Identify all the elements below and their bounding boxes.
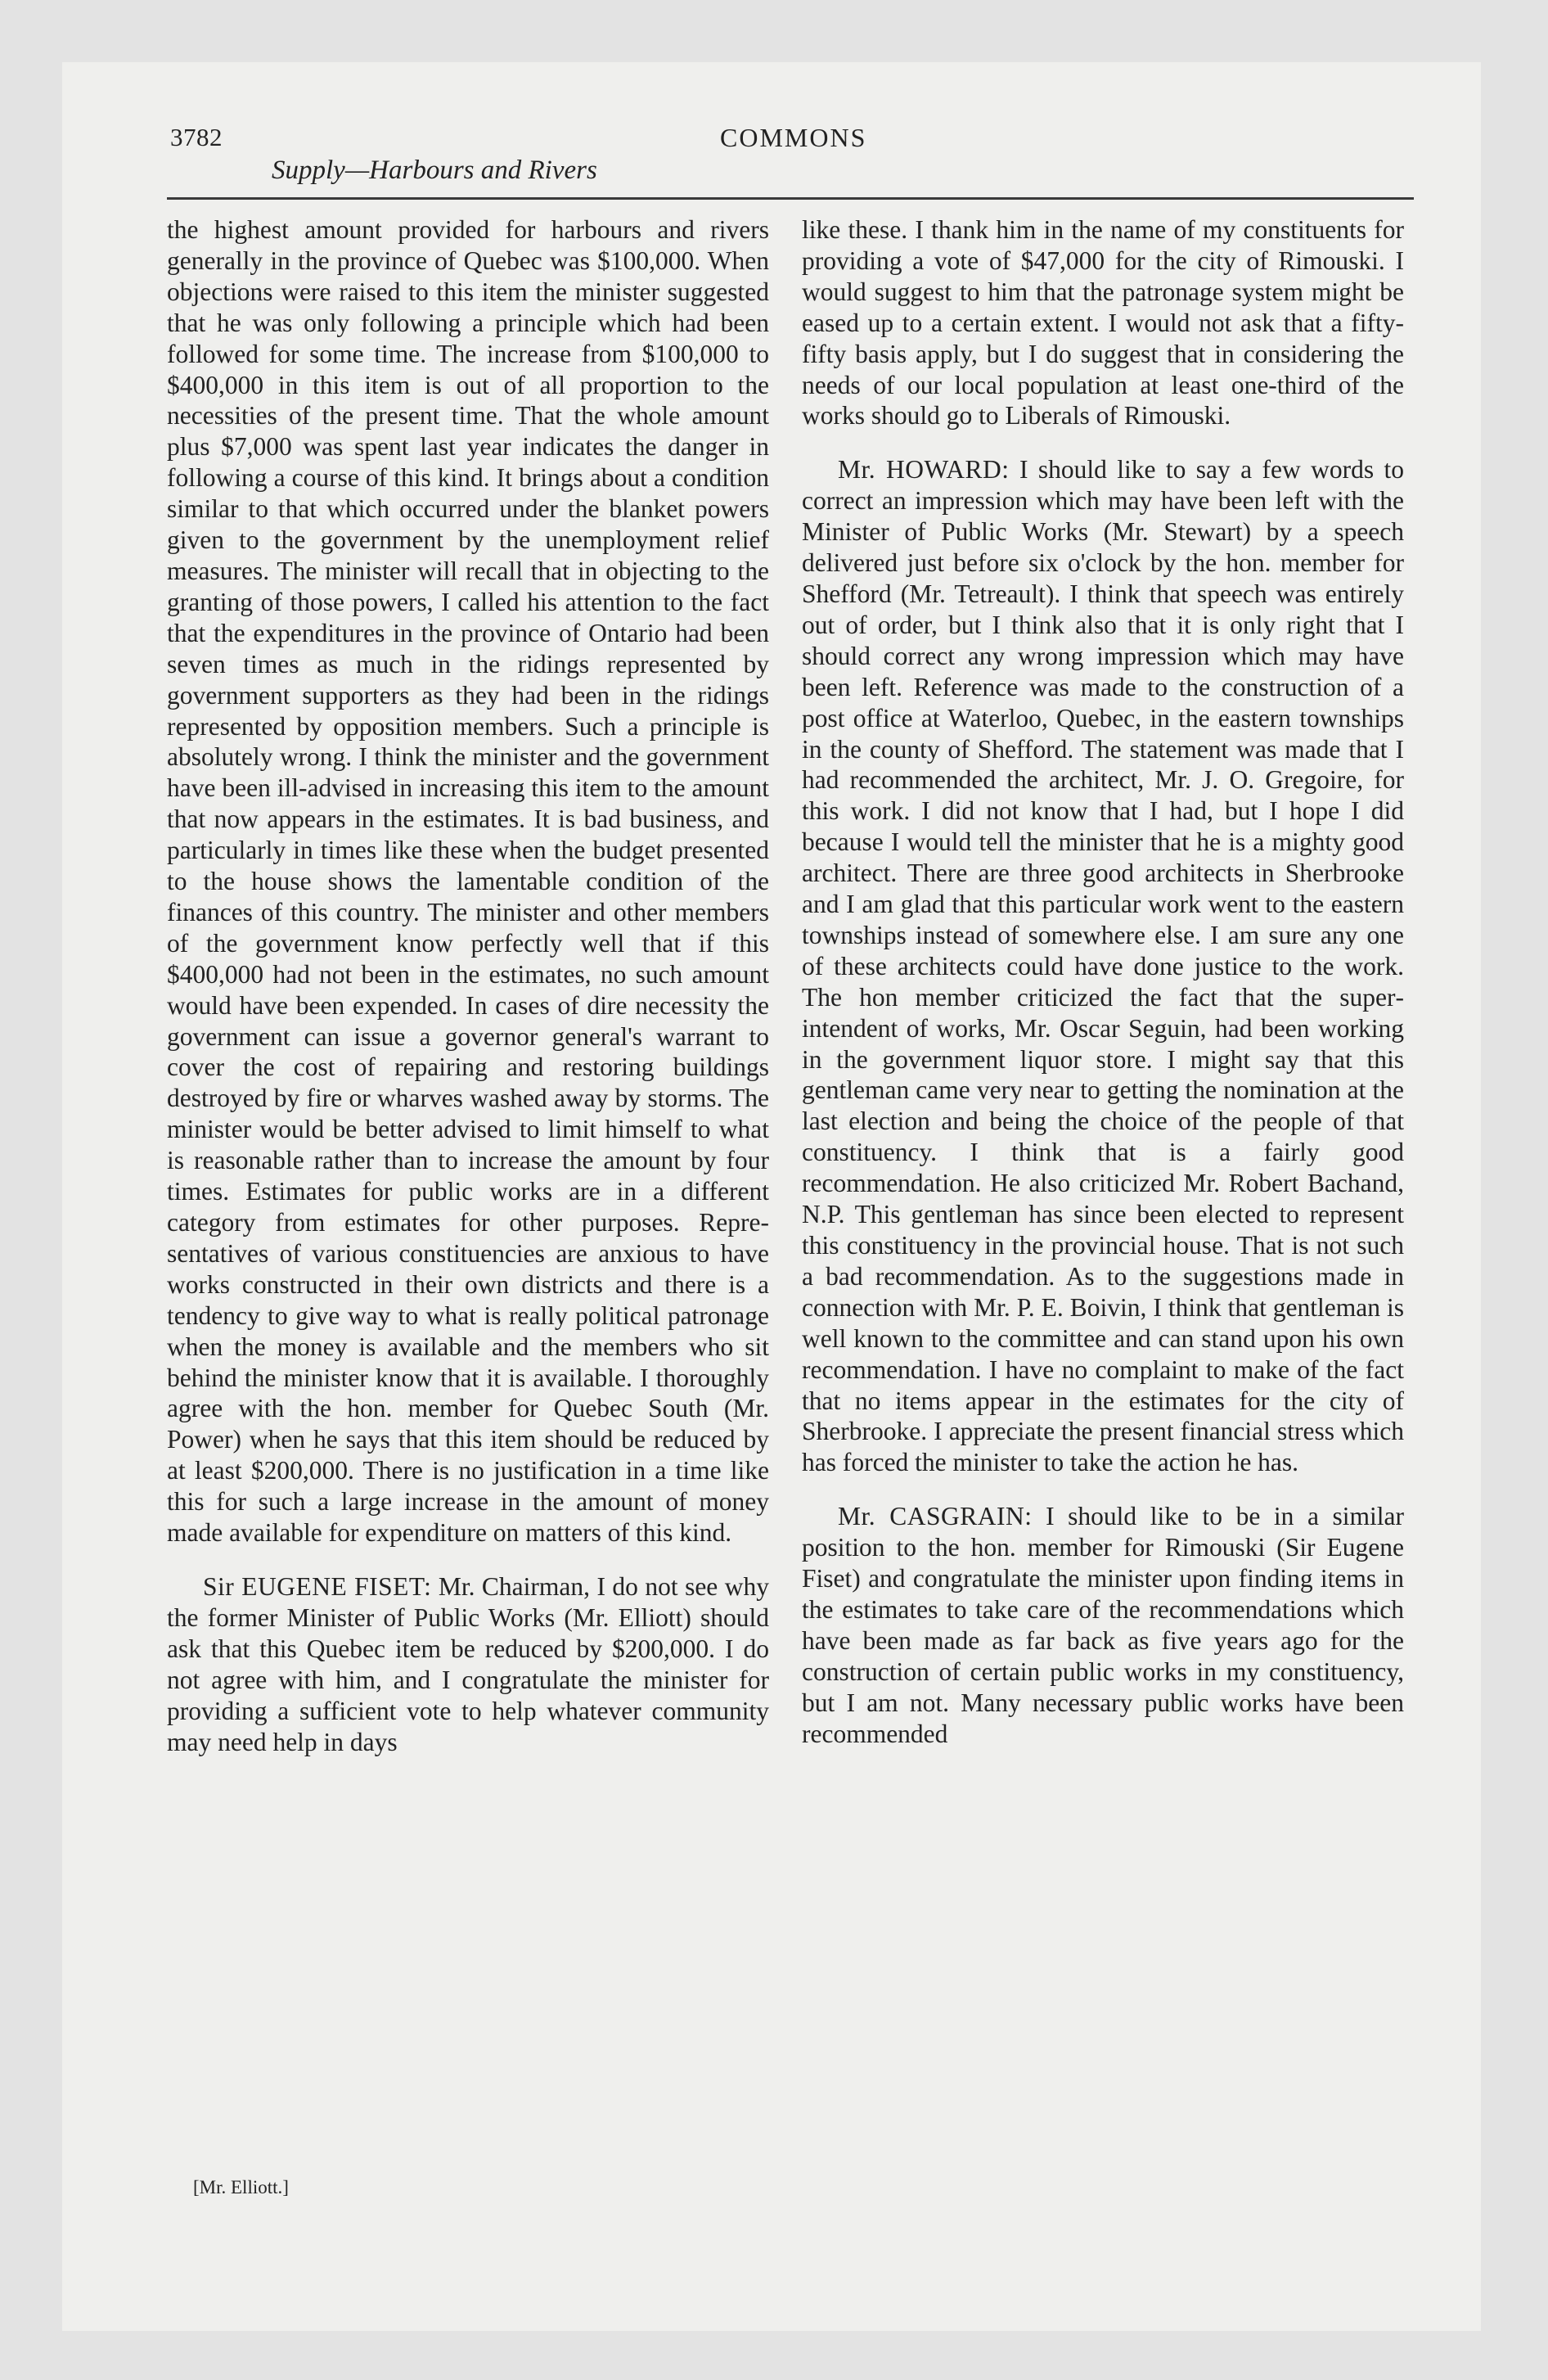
footer-note: [Mr. Elliott.]: [193, 2177, 289, 2197]
section-subject: Supply—Harbours and Rivers: [272, 156, 597, 185]
left-column: [167, 214, 769, 1757]
right-column: [802, 214, 1404, 1750]
right-paragraph-3: [802, 1501, 1404, 1749]
speech-text: Mr. Chairman, I do not see why the former Minister of Public Works (Mr. Elliott) should ask that this Quebec item be reduced by $200,000. I do not agree with him, and I congratulate the minister for providing a sufficient vote to help whatever community may need help in days: [167, 1571, 769, 1756]
right-paragraph-1: like these. I thank him in the name of my constituents for providing a vote of $47,000 for the city of Rimouski. I would suggest to him that the patronage system might be eased up to a certain extent. I would not ask that a fifty-fifty basis apply, but I do suggest that in considering the needs of our local population at least one-third of the works should go to Liberals of Rimouski.: [802, 215, 1404, 430]
left-paragraph-1: the highest amount provided for harbours and rivers generally in the province of Quebec was $100,000. When objections were raised to this item the minister suggested that he was only following a principle which had been followed for some time. The increase from $100,000 to $400,000 in this item is out of all proportion to the necessities of the present time. That the whole amount plus $7,000 was spent last year indicates the danger in following a course of this kind. It brings about a condition similar to that which occurred under the blanket powers given to the government by the unemployment relief measures. The minister will recall that in objecting to the granting of those powers, I called his attention to the fact that the expenditures in the province of Ontario had been seven times as much in the ridings represented by government supporters as they had been in the ridings represented by opposition members. Such a principle is absolutely wrong. I think the minister and the government have been ill-advised in increasing this item to the amount that now appears in the estimates. It is bad business, and particularly in times like these when the budget presented to the house shows the lamentable condition of the finances of this country. The minister and other members of the government know perfectly well that if this $400,000 had not been in the estimates, no such amount would have been expended. In cases of dire necessity the government can issue a governor general's warrant to cover the cost of repairing and restoring buildings destroyed by fire or wharves washed away by storms. The minister would be better advised to limit himself to what is reasonable rather than to increase the amount by four times. Estimates for public works are in a different category from estimates for other purposes. Representatives of various constituencies are anxious to have works constructed in their own districts and there is a tendency to give way to what is really political patronage when the money is available and the members who sit behind the minister know that it is available. I thoroughly agree with the hon. member for Quebec South (Mr. Power) when he says that this item should be reduced by at least $200,000. There is no justification in a time like this for such a large increase in the amount of money made available for expenditure on matters of this kind.: [167, 215, 769, 1548]
speaker-name: Sir EUGENE FISET:: [203, 1571, 432, 1601]
running-head: COMMONS: [720, 123, 867, 152]
speaker-name: Mr. HOWARD:: [838, 455, 1010, 485]
speaker-name: Mr. CASGRAIN:: [838, 1502, 1033, 1531]
header-rule: [167, 197, 1414, 200]
left-paragraph-2: [167, 1571, 769, 1757]
right-paragraph-2: [802, 454, 1404, 1478]
speech-text: I should like to be in a similar position to the hon. member for Rimouski (Sir Eugene Fiset) and congratulate the minister upon finding items in the estimates to take care of the recommendations which have been made as far back as five years ago for the construction of certain public works in my constituency, but I am not. Many necessary public works have been recommended: [802, 1502, 1404, 1748]
speech-text: I should like to say a few words to correct an impression which may have been left with the Minister of Public Works (Mr. Stewart) by a speech delivered just before six o'clock by the hon. member for Shefford (Mr. Tetreault). I think that speech was entirely out of order, but I think also that it is only right that I should correct any wrong impression which may have been left. Reference was made to the construction of a post office at Waterloo, Quebec, in the eastern townships in the county of Shefford. The statement was made that I had recommended the architect, Mr. J. O. Gregoire, for this work. I did not know that I had, but I hope I did because I would tell the minister that he is a mighty good architect. There are three good architects in Sherbrooke and I am glad that this particular work went to the eastern townships instead of somewhere else. I am sure any one of these architects could have done justice to the work. The hon member criticized the fact that the superintendent of works, Mr. Oscar Seguin, had been working in the government liquor store. I might say that this gentleman came very near to getting the nomination at the last election and being the choice of the people of that constituency. I think that is a fairly good recommendation. He also criticized Mr. Robert Bachand, N.P. This gentleman has since been elected to represent this constituency in the provincial house. That is not such a bad recommendation. As to the suggestions made in connection with Mr. P. E. Boivin, I think that gentleman is well known to the committee and can stand upon his own recommendation. I have no complaint to make of the fact that no items appear in the estimates for the city of Sherbrooke. I appreciate the present financial stress which has forced the minister to take the action he has.: [802, 455, 1404, 1477]
page-number: 3782: [170, 123, 223, 151]
